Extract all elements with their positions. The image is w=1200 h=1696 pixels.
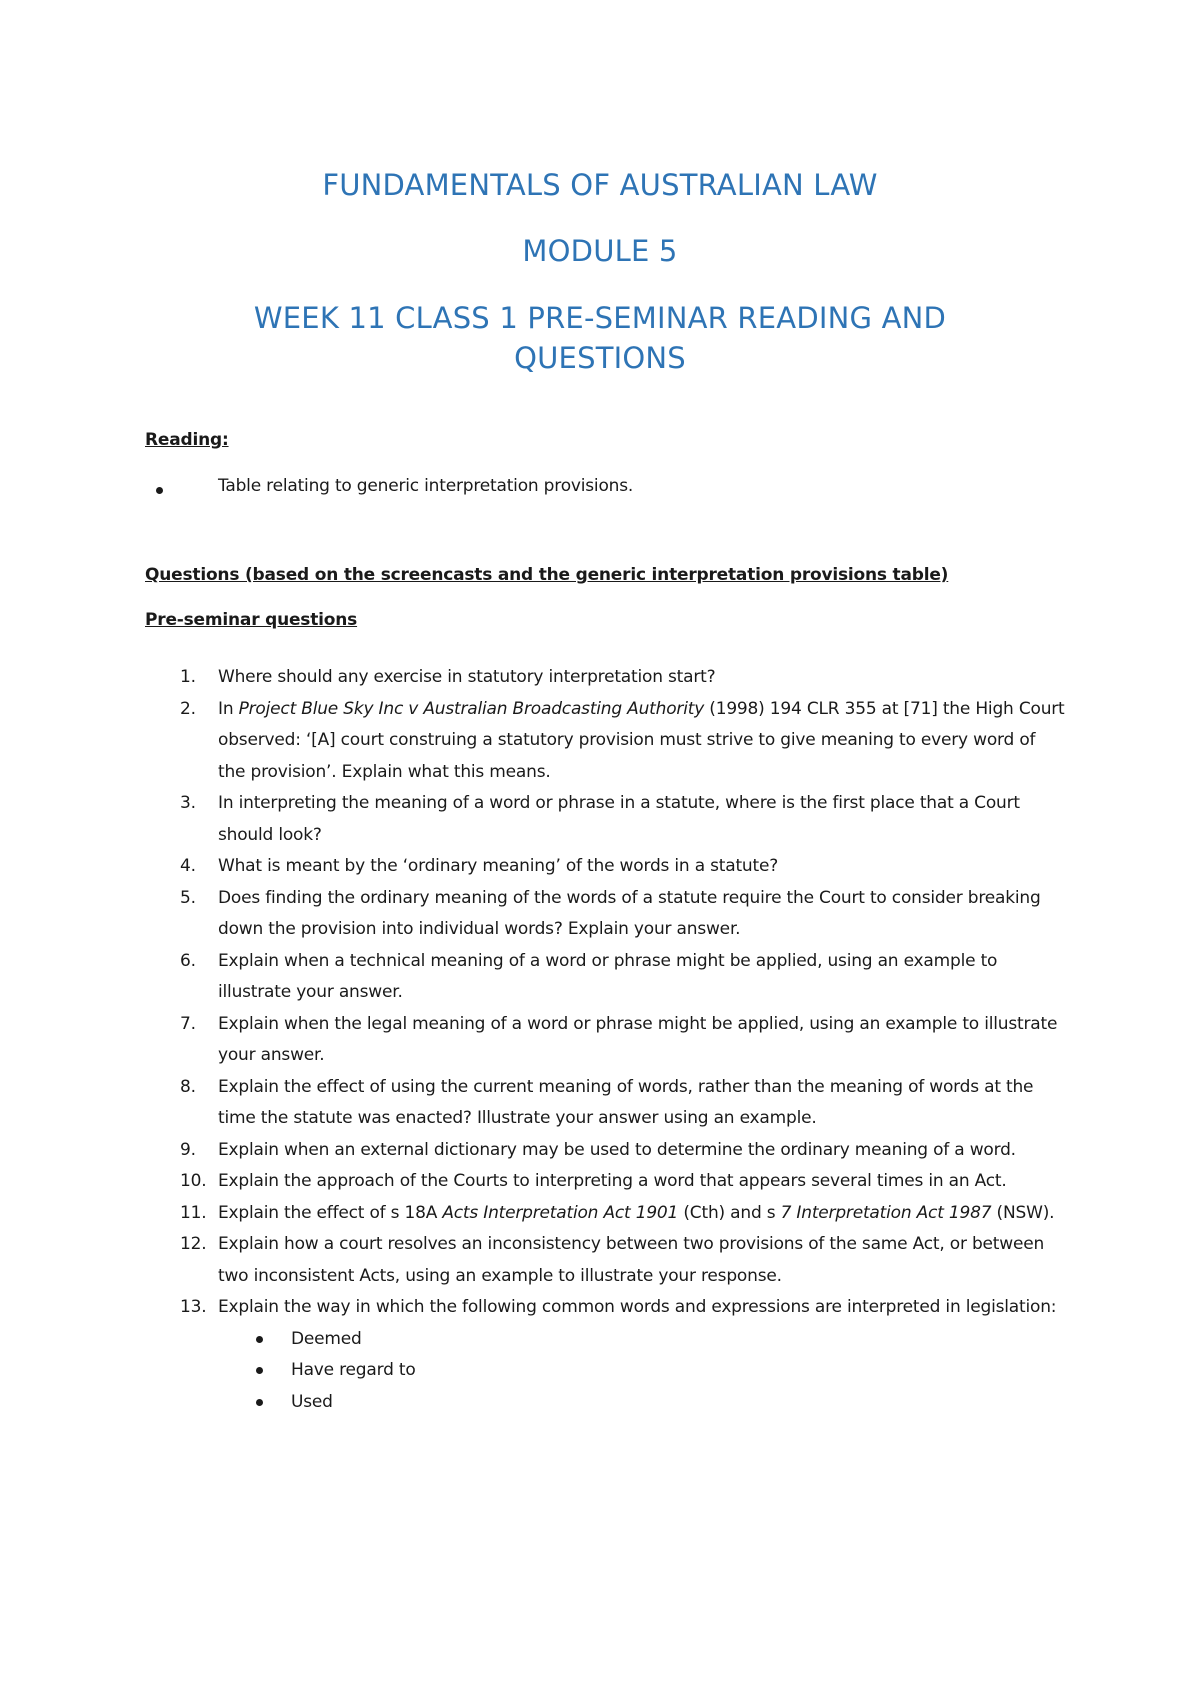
- question-text: [218, 1140, 1016, 1160]
- question-item: [145, 662, 1065, 694]
- question-text-part: Explain the way in which the following common words and expressions are interpreted in legislation:: [218, 1297, 1057, 1317]
- question-number: 13.: [180, 1297, 207, 1317]
- sub-list-item-text: Deemed: [291, 1328, 362, 1349]
- question-number: 5.: [180, 887, 196, 908]
- sub-list: [218, 1324, 1065, 1419]
- week-title-line-2: QUESTIONS: [514, 341, 686, 375]
- question-text-part: Where should any exercise in statutory interpretation start?: [218, 667, 716, 687]
- question-text: [218, 667, 715, 687]
- question-number: 12.: [180, 1234, 207, 1254]
- question-italic-text: Acts Interpretation Act 1901: [442, 1202, 679, 1223]
- reading-list: [145, 476, 633, 496]
- question-item: [145, 694, 1065, 789]
- question-text-part: (1998) 194 CLR 355 at [71] the High Court observed: ‘[A] court construing a statutory provision must strive to give meaning to every word of the provision’. Explain what this means.: [218, 698, 1065, 782]
- question-item: [145, 1009, 1065, 1072]
- sub-list-item: [218, 1355, 1065, 1387]
- question-text-part: Explain how a court resolves an inconsistency between two provisions of the same Act, or between two inconsistent Acts, using an example to illustrate your response.: [218, 1234, 1045, 1286]
- question-number: 9.: [180, 1139, 196, 1160]
- question-number: 2.: [180, 698, 196, 719]
- question-text-part: Explain when the legal meaning of a word or phrase might be applied, using an example to illustrate your answer.: [218, 1013, 1058, 1065]
- question-number: 10.: [180, 1171, 207, 1191]
- question-item: [145, 946, 1065, 1009]
- question-number: 7.: [180, 1013, 196, 1034]
- question-text-part: (NSW).: [991, 1202, 1055, 1223]
- question-text: [218, 888, 1041, 940]
- bullet-icon: [156, 487, 163, 494]
- reading-item: [145, 476, 633, 496]
- question-text-part: In interpreting the meaning of a word or phrase in a statute, where is the first place that a Court should look?: [218, 793, 1020, 845]
- question-text-part: Does finding the ordinary meaning of the words of a statute require the Court to consider breaking down the provision into individual words? Explain your answer.: [218, 887, 1041, 939]
- question-item: [145, 1166, 1065, 1198]
- question-text: [218, 1234, 1044, 1286]
- question-text-part: In: [218, 698, 239, 719]
- question-list: [145, 662, 1065, 1418]
- question-text: [218, 856, 778, 876]
- question-text-part: Explain when an external dictionary may be used to determine the ordinary meaning of a word.: [218, 1139, 1016, 1160]
- question-item: [145, 851, 1065, 883]
- question-text-part: What is meant by the ‘ordinary meaning’ of the words in a statute?: [218, 856, 779, 876]
- question-text-part: Explain the effect of s 18A: [218, 1202, 443, 1223]
- sub-list-item: [218, 1387, 1065, 1419]
- question-text-part: Explain the effect of using the current meaning of words, rather than the meaning of words at the time the statute was enacted? Illustrate your answer using an example.: [218, 1076, 1034, 1128]
- question-number: 4.: [180, 856, 196, 876]
- question-italic-text: Project Blue Sky Inc v Australian Broadcasting Authority: [238, 698, 705, 719]
- week-title-line-1: WEEK 11 CLASS 1 PRE-SEMINAR READING AND: [253, 301, 947, 335]
- question-number: 8.: [180, 1076, 196, 1097]
- bullet-icon: [256, 1367, 263, 1374]
- reading-heading: Reading:: [145, 430, 229, 450]
- question-number: 6.: [180, 950, 196, 971]
- question-item: [145, 1229, 1065, 1292]
- question-number: 1.: [180, 667, 196, 687]
- question-item: [145, 1292, 1065, 1418]
- question-text: [218, 1014, 1057, 1066]
- preseminar-heading: Pre-seminar questions: [145, 610, 358, 630]
- question-item: [145, 1072, 1065, 1135]
- week-title: [0, 298, 1200, 378]
- sub-list-item-text: Have regard to: [291, 1360, 416, 1380]
- question-text-part: (Cth) and s: [678, 1202, 781, 1223]
- question-number: 3.: [180, 793, 196, 813]
- reading-item-text: Table relating to generic interpretation provisions.: [218, 476, 634, 496]
- question-italic-text: 7 Interpretation Act 1987: [780, 1202, 992, 1223]
- question-text: [218, 951, 997, 1003]
- question-number: 11.: [180, 1202, 207, 1223]
- question-text: [218, 1171, 1007, 1191]
- questions-heading: Questions (based on the screencasts and the generic interpretation provisions table): [145, 565, 949, 585]
- module-title: MODULE 5: [522, 234, 678, 268]
- bullet-icon: [256, 1336, 263, 1343]
- question-text: [218, 699, 1065, 782]
- question-text: [218, 1077, 1033, 1129]
- question-item: [145, 788, 1065, 851]
- question-item: [145, 1198, 1065, 1230]
- sub-list-item: [218, 1324, 1065, 1356]
- bullet-icon: [256, 1399, 263, 1406]
- question-text: [218, 1297, 1056, 1317]
- question-text-part: Explain when a technical meaning of a word or phrase might be applied, using an example to illustrate your answer.: [218, 950, 998, 1002]
- question-text: [218, 1203, 1054, 1223]
- question-item: [145, 1135, 1065, 1167]
- course-title: FUNDAMENTALS OF AUSTRALIAN LAW: [322, 168, 878, 202]
- question-text-part: Explain the approach of the Courts to interpreting a word that appears several times in an Act.: [218, 1171, 1007, 1191]
- question-item: [145, 883, 1065, 946]
- sub-list-item-text: Used: [291, 1391, 333, 1412]
- question-text: [218, 793, 1020, 845]
